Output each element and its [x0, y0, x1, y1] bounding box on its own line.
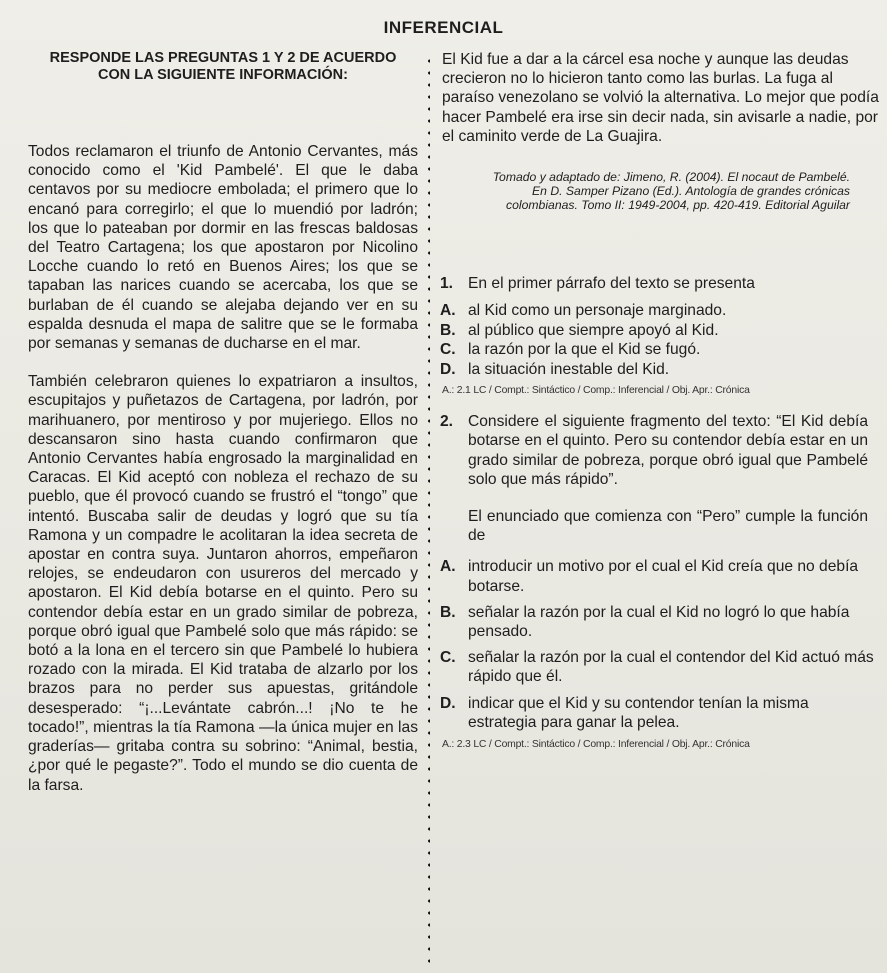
option-letter: C. [440, 341, 456, 359]
question-2-statement: El enunciado que comienza con “Pero” cumple la función de [468, 508, 868, 545]
question-1-options [440, 301, 880, 379]
question-2-options [440, 557, 880, 732]
option-c[interactable] [440, 648, 880, 686]
question-text: Considere el siguiente fragmento del texto: “El Kid debía botarse en el quinto. Pero su contendor debía estar en un grado similar de pobreza, porque obró igual que Pambelé solo que más rápido”. [468, 413, 868, 488]
option-d[interactable] [440, 694, 880, 732]
option-text: introducir un motivo por el cual el Kid creía que no debía botarse. [468, 558, 859, 595]
option-text: indicar que el Kid y su contendor tenían la misma estrategia para ganar la pelea. [468, 694, 809, 731]
option-letter: A. [440, 558, 456, 576]
question-1 [440, 274, 880, 293]
source-reference [440, 170, 880, 212]
option-text: al Kid como un personaje marginado. [468, 302, 727, 320]
option-letter: D. [440, 360, 456, 378]
reading-paragraph-3: El Kid fue a dar a la cárcel esa noche y aunque las deudas crecieron no lo hicieron tanto como las burlas. La fuga al paraíso venezolano se volvió la alternativa. Lo mejor que podía hacer Pambelé era irse sin decir nada, sin avisarle a nadie, por el caminito verde de La Guajira. [442, 51, 879, 145]
option-text: la razón por la que el Kid se fugó. [468, 341, 701, 359]
option-letter: A. [440, 302, 456, 320]
option-letter: B. [440, 603, 456, 621]
option-text: señalar la razón por la cual el contendor del Kid actuó más rápido que él. [468, 649, 874, 686]
option-text: al público que siempre apoyó al Kid. [468, 321, 719, 339]
left-column [28, 50, 418, 795]
right-column [440, 50, 880, 750]
source-reference-line-3: colombianas. Tomo II: 1949-2004, pp. 420-419. Editorial Aguilar [506, 198, 850, 213]
question-2-code: A.: 2.3 LC / Compt.: Sintáctico / Comp.: Inferencial / Obj. Apr.: Crónica [442, 739, 750, 751]
instructions-line-1: RESPONDE LAS PREGUNTAS 1 Y 2 DE ACUERDO [49, 50, 397, 66]
option-letter: C. [440, 649, 456, 667]
instructions [28, 50, 418, 84]
question-text: En el primer párrafo del texto se presenta [468, 275, 755, 293]
option-text: señalar la razón por la cual el Kid no logró lo que había pensado. [468, 603, 850, 641]
question-1-code: A.: 2.1 LC / Compt.: Sintáctico / Comp.: Inferencial / Obj. Apr.: Crónica [442, 385, 750, 397]
instructions-line-2: CON LA SIGUIENTE INFORMACIÓN: [98, 67, 348, 83]
option-c[interactable] [440, 340, 880, 360]
reading-paragraph-2: También celebraron quienes lo expatriaron a insultos, escupitajos y puñetazos de Cartagena, por ladrón, por marihuanero, por mentiroso y por mujeriego. Ellos no descansaron sino hasta cuando confirmaron que Antonio Cervantes había engrosado la marginalidad en Caracas. El Kid aceptó con nobleza el rechazo de su pueblo, que él provocó cuando se frustró el “tongo” que intentó. Buscaba salir de deudas y logró que su tía Ramona y un compadre le acolitaran la idea secreta de apostar en contra suya. Juntaron ahorros, empeñaron relojes, se endeudaron con usureros del mercado y apostaron. El Kid debía botarse en el quinto. Pero su contendor debía estar en un grado similar de pobreza, porque obró igual que Pambelé solo que más rápido: se botó a la lona en el tercero sin que Pambelé lo hubiera rozado con la mirada. El Kid trataba de alzarlo por los brazos para no perder sus apuestas, gritándole desesperado: “¡...Levántate cabrón...! ¡No te he tocado!”, mientras la tía Ramona —la única mujer en las graderías— gritaba contra su sobrino: “Animal, bestia, ¿por qué le pegaste?”. Todo el mundo se dio cuenta de la farsa. [28, 373, 418, 794]
option-b[interactable] [440, 603, 880, 641]
option-letter: D. [440, 694, 456, 712]
column-divider [428, 55, 430, 970]
page-title: INFERENCIAL [383, 18, 504, 37]
option-b[interactable] [440, 321, 880, 341]
question-number: 1. [440, 275, 454, 293]
source-reference-line-2: En D. Samper Pizano (Ed.). Antología de grandes crónicas [532, 184, 850, 199]
source-reference-line-1: Tomado y adaptado de: Jimeno, R. (2004). El nocaut de Pambelé. [492, 170, 850, 185]
option-a[interactable] [440, 557, 880, 595]
reading-paragraph-1: Todos reclamaron el triunfo de Antonio Cervantes, más conocido como el 'Kid Pambelé'. El que le daba centavos por su mediocre embolada; el primero que lo encanó para corregirlo; el que lo muendió por ladrón; los que lo pateaban por dormir en las frescas baldosas del Teatro Cartagena; los que apostaron por Nicolino Locche cuando lo retó en Buenos Aires; los que se tapaban las narices cuando se acercaba, los que se burlaban de él cuando se alejaba dejando ver en su espalda desnuda el mapa de salitre que se le formaba por semanas y semanas de ducharse en el mar. [28, 143, 418, 353]
option-a[interactable] [440, 301, 880, 321]
option-d[interactable] [440, 360, 880, 380]
option-text: la situación inestable del Kid. [468, 360, 670, 378]
question-number: 2. [440, 413, 454, 431]
option-letter: B. [440, 321, 456, 339]
question-2 [440, 412, 880, 489]
